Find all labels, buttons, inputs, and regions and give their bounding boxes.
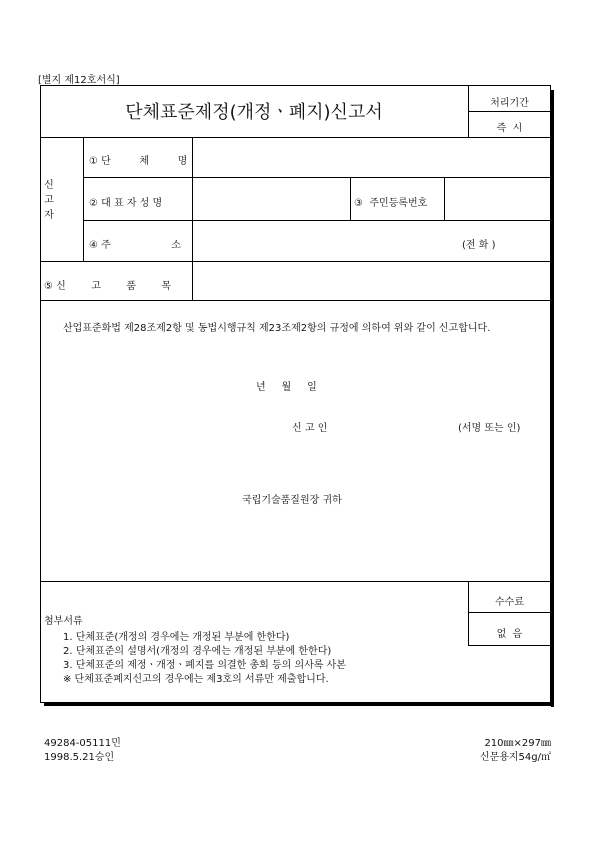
reporter-group-label: 신 고 자 [44, 180, 54, 221]
signature-label: (서명 또는 인) [458, 423, 521, 434]
attachments-title: 첨부서류 [44, 616, 83, 627]
frame-shadow-right [551, 90, 554, 707]
representative-value[interactable] [193, 178, 349, 220]
fee-label: 수수료 [495, 597, 524, 608]
field-item: ⑤ 신 고 품 목 [44, 281, 172, 292]
fee-value: 없 음 [496, 629, 523, 640]
processing-divider [468, 111, 551, 112]
field-phone: (전 화 ) [462, 240, 496, 251]
row-line-5 [40, 300, 551, 301]
field-group-name: ① 단 체 명 [89, 156, 188, 167]
footer-paper: 신문용지54g/㎡ [479, 752, 551, 763]
fee-bottom-line [468, 645, 551, 646]
fee-divider [468, 612, 551, 613]
date-line: 년 월 일 [256, 382, 317, 393]
attachment-note: ※ 단체표준폐지신고의 경우에는 제3호의 서류만 제출합니다. [63, 674, 329, 685]
item-value[interactable] [193, 262, 550, 300]
reporter-line: 신 고 인 [292, 423, 328, 434]
footer-approved: 1998.5.21승인 [44, 752, 115, 763]
field-resident-no: ③ 주민등록번호 [354, 198, 428, 209]
attachment-item-3: 3. 단체표준의 제정ㆍ개정ㆍ폐지를 의결한 총회 등의 의사록 사본 [63, 660, 346, 671]
footer-code: 49284-05111민 [44, 738, 121, 749]
declaration-text: 산업표준화법 제28조제2항 및 동법시행규칙 제23조제2항의 규정에 의하여 위와 같이 신고합니다. [63, 323, 491, 334]
addressee: 국립기술품질원장 귀하 [242, 495, 342, 506]
resident-col-line [350, 177, 351, 220]
processing-label: 처리기간 [490, 98, 529, 109]
resident-no-value[interactable] [445, 178, 550, 220]
address-value[interactable] [193, 221, 443, 261]
form-title: 단체표준제정(개정ㆍ폐지)신고서 [125, 102, 383, 123]
frame-shadow-bottom [44, 703, 554, 706]
group-col-line [83, 137, 84, 261]
field-representative: ② 대 표 자 성 명 [89, 198, 163, 209]
attachment-item-2: 2. 단체표준의 설명서(개정의 경우에는 개정된 부분에 한한다) [63, 646, 332, 657]
attachment-item-1: 1. 단체표준(개정의 경우에는 개정된 부분에 한한다) [63, 632, 290, 643]
form-number: [별지 제12호서식] [38, 75, 120, 86]
processing-value: 즉 시 [496, 123, 523, 134]
field-address: ④ 주 소 [89, 240, 181, 251]
footer-size: 210㎜×297㎜ [484, 738, 551, 749]
group-name-value[interactable] [193, 138, 550, 177]
row-line-6 [40, 581, 551, 582]
